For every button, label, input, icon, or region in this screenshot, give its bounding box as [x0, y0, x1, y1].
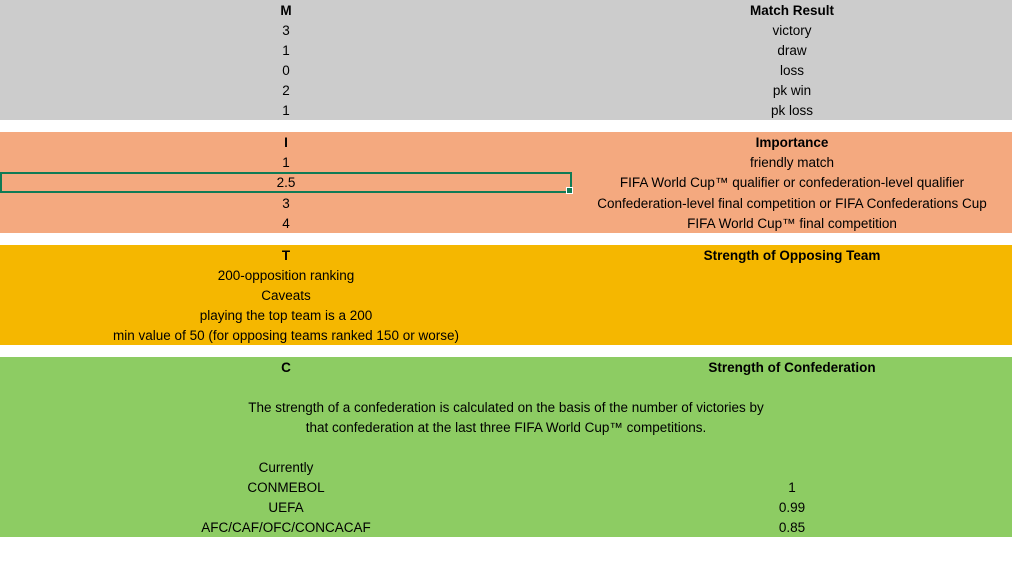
- confederation-name: CONMEBOL: [247, 479, 325, 495]
- confederation-description-row-1: [0, 397, 1012, 417]
- confederation-header-row: [0, 357, 1012, 377]
- selection-fill-handle[interactable]: [566, 187, 573, 194]
- match-result-value: 0: [282, 62, 290, 78]
- table-row[interactable]: [0, 213, 1012, 233]
- match-result-value: 3: [282, 22, 290, 38]
- confederation-value: 0.85: [778, 519, 806, 535]
- confederation-description-line1: The strength of a confederation is calculated on the basis of the number of victories by: [248, 399, 764, 415]
- match-result-label: loss: [779, 62, 804, 78]
- importance-label: FIFA World Cup™ qualifier or confederation-level qualifier: [619, 175, 965, 190]
- table-row[interactable]: [0, 477, 1012, 497]
- table-row[interactable]: [0, 193, 1012, 213]
- team-strength-note: Caveats: [261, 287, 311, 303]
- confederation-description-row-2: [0, 417, 1012, 437]
- importance-header-key: I: [284, 134, 288, 150]
- table-row[interactable]: [0, 517, 1012, 537]
- match-result-value: 1: [282, 102, 290, 118]
- importance-header-label: Importance: [755, 134, 829, 150]
- confederation-name: AFC/CAF/OFC/CONCACAF: [201, 519, 371, 535]
- importance-label: Confederation-level final competition or FIFA Confederations Cup: [597, 195, 987, 211]
- confederation-currently-row: [0, 457, 1012, 477]
- confederation-header-label: Strength of Confederation: [708, 359, 876, 375]
- team-strength-note: playing the top team is a 200: [199, 307, 373, 323]
- importance-header-row: [0, 132, 1012, 152]
- team-strength-note: 200-opposition ranking: [217, 267, 355, 283]
- confederation-value: 0.99: [778, 499, 806, 515]
- match-result-value: 1: [282, 42, 290, 58]
- importance-value: 2.5: [276, 175, 296, 190]
- confederation-header-key: C: [281, 359, 291, 375]
- importance-value: 4: [282, 215, 290, 231]
- table-row[interactable]: [0, 20, 1012, 40]
- importance-label: friendly match: [749, 154, 835, 170]
- match-result-block: [0, 0, 1012, 120]
- table-row[interactable]: [0, 152, 1012, 172]
- match-result-label: pk loss: [770, 102, 814, 118]
- table-row[interactable]: [0, 60, 1012, 80]
- match-result-value: 2: [282, 82, 290, 98]
- table-row[interactable]: [0, 305, 1012, 325]
- table-row[interactable]: [0, 285, 1012, 305]
- spacer-row: [0, 377, 1012, 397]
- importance-label: FIFA World Cup™ final competition: [687, 215, 897, 231]
- confederation-name: UEFA: [268, 499, 304, 515]
- match-result-header-row: [0, 0, 1012, 20]
- table-row[interactable]: [0, 265, 1012, 285]
- team-strength-block: [0, 245, 1012, 345]
- team-strength-note: min value of 50 (for opposing teams ranked 150 or worse): [113, 327, 459, 343]
- match-result-header-key: M: [280, 2, 292, 18]
- importance-value: 3: [282, 195, 290, 211]
- match-result-label: pk win: [772, 82, 812, 98]
- team-strength-header-row: [0, 245, 1012, 265]
- importance-block: [0, 132, 1012, 233]
- team-strength-header-key: T: [281, 247, 291, 263]
- confederation-description-line2: that confederation at the last three FIFA World Cup™ competitions.: [305, 419, 707, 435]
- confederation-currently-label: Currently: [258, 459, 314, 475]
- match-result-label: victory: [772, 22, 812, 38]
- confederation-value: 1: [788, 479, 796, 495]
- match-result-header-label: Match Result: [749, 2, 834, 18]
- block-divider: [0, 120, 1012, 132]
- table-row[interactable]: [0, 325, 1012, 345]
- block-divider: [0, 233, 1012, 245]
- spacer-row: [0, 437, 1012, 457]
- table-row[interactable]: [0, 100, 1012, 120]
- table-row[interactable]: [0, 497, 1012, 517]
- importance-value: 1: [282, 154, 290, 170]
- table-row[interactable]: [0, 80, 1012, 100]
- match-result-label: draw: [777, 42, 807, 58]
- table-row-selected[interactable]: [0, 172, 1012, 193]
- selected-cell-importance-value[interactable]: [0, 172, 572, 193]
- team-strength-header-label: Strength of Opposing Team: [703, 247, 881, 263]
- confederation-strength-block: [0, 357, 1012, 537]
- table-row[interactable]: [0, 40, 1012, 60]
- block-divider: [0, 345, 1012, 357]
